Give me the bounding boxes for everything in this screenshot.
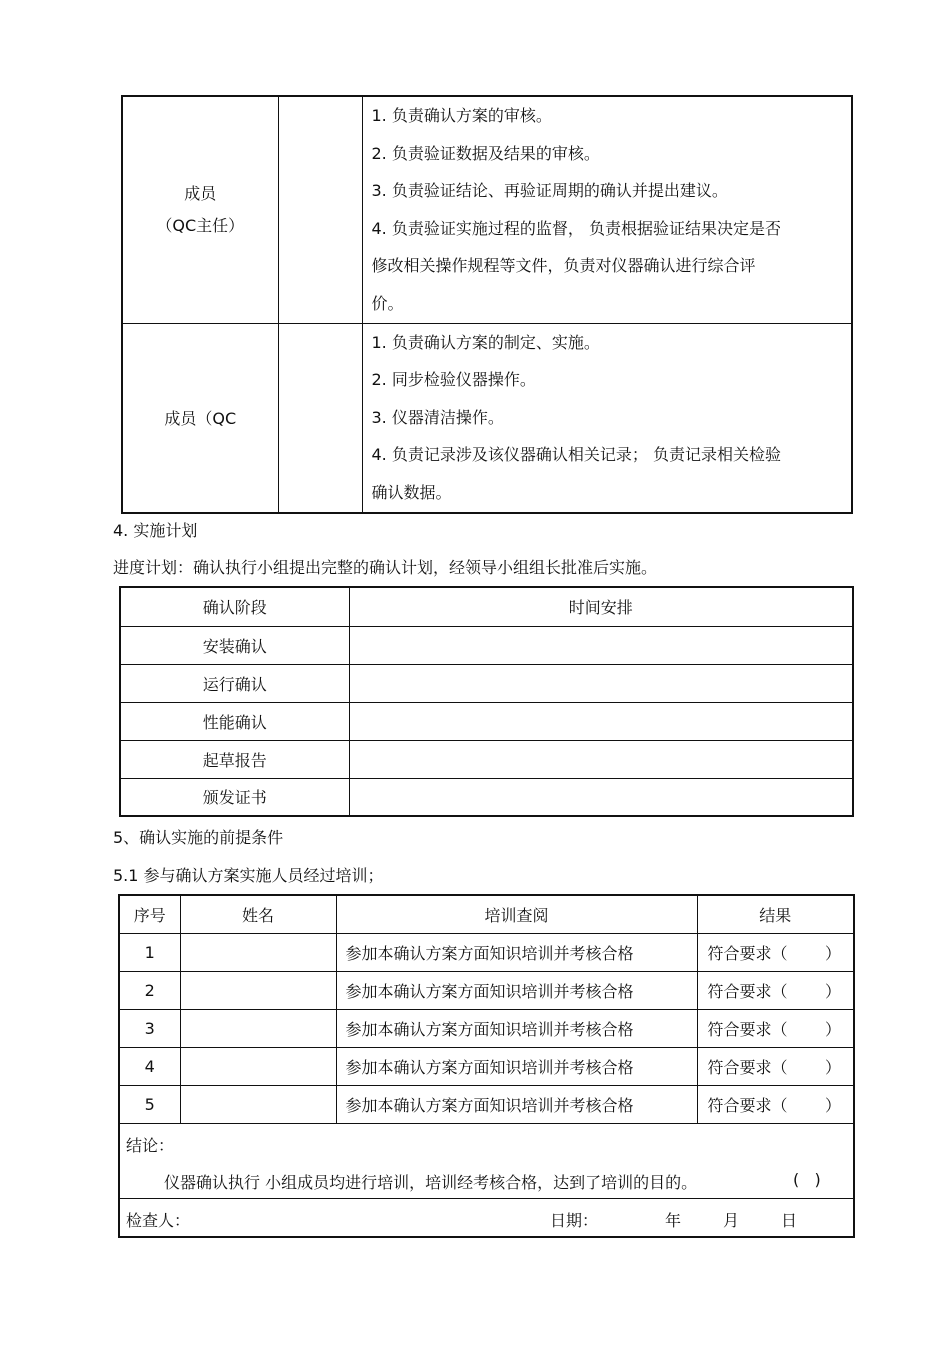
table-row: [119, 1085, 854, 1123]
table-header-row: [120, 587, 853, 626]
duty-line: 3. 仪器清洁操作。: [371, 407, 504, 427]
stage-cell: 起草报告: [120, 740, 349, 778]
result-close: ）: [824, 1095, 841, 1115]
time-cell: [349, 626, 853, 664]
stage-cell: 颁发证书: [120, 778, 349, 816]
column-header: 结果: [697, 895, 854, 933]
date-label: 日期：: [550, 1210, 599, 1230]
signature-row: [119, 1198, 854, 1237]
column-header: 确认阶段: [120, 587, 349, 626]
section-5-1-heading: 5.1 参与确认方案实施人员经过培训；: [113, 866, 384, 885]
stage-cell: 运行确认: [120, 664, 349, 702]
name-cell: [180, 1047, 336, 1085]
role-label: 成员: [184, 183, 217, 203]
table-row: [119, 1047, 854, 1085]
result-close: ）: [824, 943, 841, 963]
month-label: 月: [723, 1210, 740, 1230]
table-row: [120, 664, 853, 702]
column-header: 姓名: [180, 895, 336, 933]
duties-cell: [362, 323, 852, 512]
number-cell: 2: [119, 971, 180, 1009]
duty-line: 价。: [371, 293, 404, 313]
review-cell: 参加本确认方案方面知识培训并考核合格: [336, 1009, 697, 1047]
duty-line: 确认数据。: [371, 482, 452, 502]
duty-line: 4. 负责验证实施过程的监督， 负责根据验证结果决定是否: [371, 218, 781, 238]
number-cell: 1: [119, 933, 180, 971]
section-5-heading: 5、确认实施的前提条件: [113, 828, 284, 847]
roles-table: [121, 95, 853, 514]
duty-line: 1. 负责确认方案的审核。: [371, 106, 552, 125]
result-cell: [697, 933, 854, 971]
result-cell: [697, 1009, 854, 1047]
table-row: [119, 1009, 854, 1047]
year-label: 年: [665, 1210, 682, 1230]
role-label: （QC主任）: [156, 215, 245, 235]
conclusion-text: 仪器确认执行 小组成员均进行培训，培训经考核合格，达到了培训的目的。: [164, 1172, 698, 1192]
number-cell: 4: [119, 1047, 180, 1085]
result-cell: [697, 1085, 854, 1123]
name-cell: [278, 96, 362, 323]
result-close: ）: [824, 1057, 841, 1077]
name-cell: [278, 323, 362, 512]
time-cell: [349, 664, 853, 702]
name-cell: [180, 971, 336, 1009]
review-cell: 参加本确认方案方面知识培训并考核合格: [336, 971, 697, 1009]
column-header: 培训查阅: [336, 895, 697, 933]
signature-cell: [119, 1198, 854, 1237]
section-4-heading: 4. 实施计划: [113, 521, 198, 540]
name-cell: [180, 933, 336, 971]
table-row: [120, 778, 853, 816]
section-4-intro: 进度计划：确认执行小组提出完整的确认计划，经领导小组组长批准后实施。: [113, 558, 658, 577]
name-cell: [180, 1085, 336, 1123]
table-row: [122, 323, 852, 512]
review-cell: 参加本确认方案方面知识培训并考核合格: [336, 1085, 697, 1123]
column-header: 序号: [119, 895, 180, 933]
table-header-row: [119, 895, 854, 933]
stage-cell: 性能确认: [120, 702, 349, 740]
review-cell: 参加本确认方案方面知识培训并考核合格: [336, 1047, 697, 1085]
duty-line: 2. 同步检验仪器操作。: [371, 370, 536, 390]
role-cell: [122, 96, 278, 323]
name-cell: [180, 1009, 336, 1047]
result-label: 符合要求（: [707, 943, 788, 963]
duty-line: 4. 负责记录涉及该仪器确认相关记录； 负责记录相关检验: [371, 445, 781, 465]
duty-line: 修改相关操作规程等文件，负责对仪器确认进行综合评: [371, 256, 756, 276]
result-cell: [697, 971, 854, 1009]
table-row: [120, 702, 853, 740]
result-cell: [697, 1047, 854, 1085]
table-row: [120, 626, 853, 664]
training-table: [118, 894, 855, 1238]
conclusion-cell: [119, 1123, 854, 1198]
number-cell: 3: [119, 1009, 180, 1047]
result-label: 符合要求（: [707, 981, 788, 1001]
result-label: 符合要求（: [707, 1019, 788, 1039]
number-cell: 5: [119, 1085, 180, 1123]
table-row: [119, 971, 854, 1009]
table-row: [120, 740, 853, 778]
result-label: 符合要求（: [707, 1095, 788, 1115]
column-header: 时间安排: [349, 587, 853, 626]
conclusion-label: 结论：: [126, 1135, 175, 1155]
inspector-label: 检查人：: [126, 1210, 191, 1230]
table-row: [119, 933, 854, 971]
conclusion-checkbox[interactable]: ( ): [793, 1169, 821, 1189]
duties-cell: [362, 96, 852, 323]
result-label: 符合要求（: [707, 1057, 788, 1077]
review-cell: 参加本确认方案方面知识培训并考核合格: [336, 933, 697, 971]
time-cell: [349, 778, 853, 816]
stage-cell: 安装确认: [120, 626, 349, 664]
table-row: [122, 96, 852, 323]
duty-line: 2. 负责验证数据及结果的审核。: [371, 143, 600, 163]
role-label: 成员（QC: [164, 409, 237, 429]
duty-line: 1. 负责确认方案的制定、实施。: [371, 332, 600, 352]
day-label: 日: [781, 1210, 798, 1230]
result-close: ）: [824, 981, 841, 1001]
duty-line: 3. 负责验证结论、再验证周期的确认并提出建议。: [371, 181, 728, 201]
time-cell: [349, 702, 853, 740]
schedule-table: [119, 586, 854, 817]
time-cell: [349, 740, 853, 778]
result-close: ）: [824, 1019, 841, 1039]
role-cell: [122, 323, 278, 512]
conclusion-row: [119, 1123, 854, 1198]
